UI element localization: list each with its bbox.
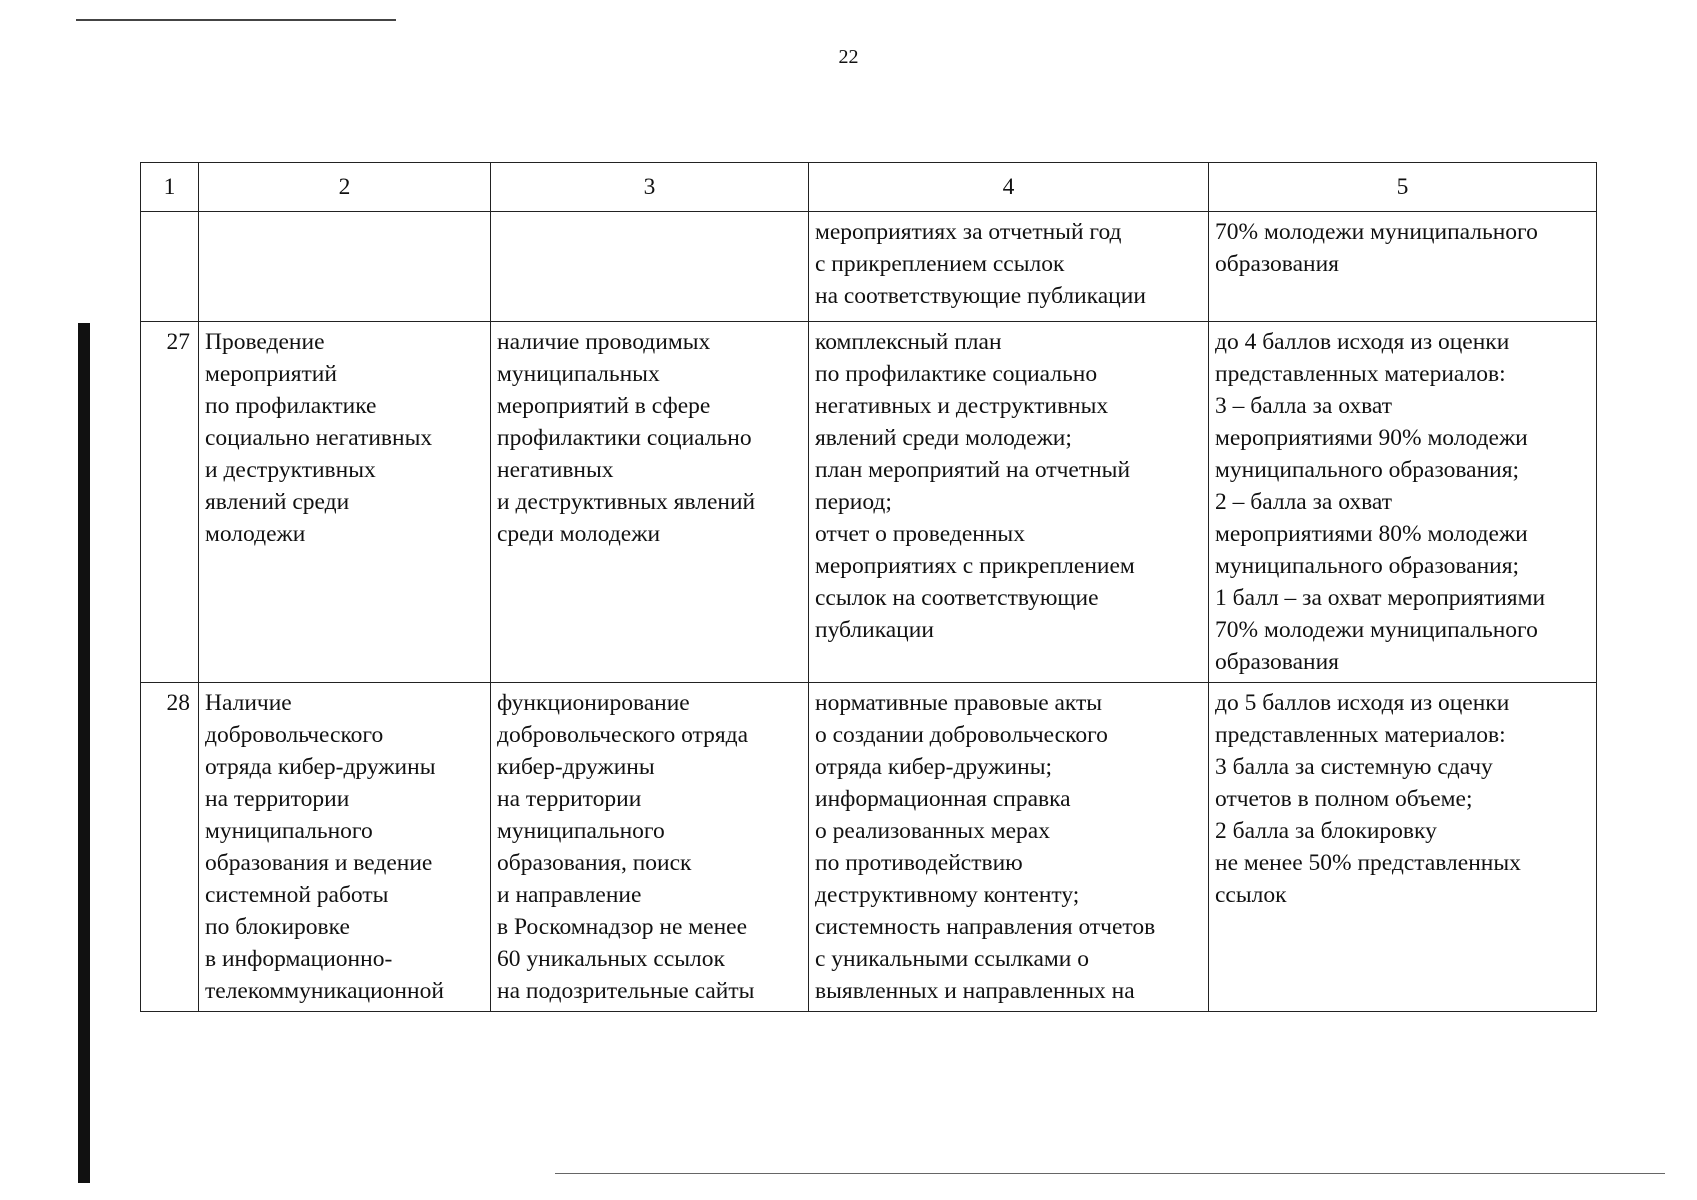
text-line: телекоммуникационной <box>205 978 444 1004</box>
text-line: представленных материалов: <box>1215 722 1506 748</box>
text-line: и деструктивных <box>205 457 376 483</box>
text-line: в Роскомнадзор не менее <box>497 914 748 940</box>
scan-artifact-left-bar <box>78 323 90 1183</box>
text-line: явлений среди <box>205 489 350 515</box>
text-line: период; <box>815 489 892 515</box>
page-number: 22 <box>838 46 859 68</box>
text-line: образования <box>1215 251 1339 277</box>
text-line: мероприятий <box>205 361 337 387</box>
table-row-28 <box>141 683 1597 1012</box>
criteria-table <box>140 162 1597 1012</box>
text-line: нормативные правовые акты <box>815 690 1103 716</box>
text-line: профилактики социально <box>497 425 752 451</box>
text-line: кибер-дружины <box>497 754 655 780</box>
text-line: муниципального образования; <box>1215 457 1520 483</box>
text-line: с уникальными ссылками о <box>815 946 1089 972</box>
text-line: мероприятиями 90% молодежи <box>1215 425 1528 451</box>
text-line: Наличие <box>205 690 292 716</box>
text-line: муниципального <box>497 818 665 844</box>
text-line: 70% молодежи муниципального <box>1215 617 1538 643</box>
text-line: образования, поиск <box>497 850 692 876</box>
text-line: молодежи <box>205 521 306 547</box>
text-line: 2 балла за блокировку <box>1215 818 1437 844</box>
text-line: деструктивному контенту; <box>815 882 1080 908</box>
header-cell-4: 4 <box>809 163 1209 212</box>
text-line: образования и ведение <box>205 850 433 876</box>
header-cell-5: 5 <box>1209 163 1597 212</box>
criterion-cell <box>199 322 491 683</box>
table-row-27 <box>141 322 1597 683</box>
row-number: 28 <box>141 683 199 1012</box>
text-line: явлений среди молодежи; <box>815 425 1072 451</box>
text-line: на территории <box>497 786 642 812</box>
text-line: Проведение <box>205 329 325 355</box>
text-line: по профилактике <box>205 393 377 419</box>
header-cell-3: 3 <box>491 163 809 212</box>
header-cell-2: 2 <box>199 163 491 212</box>
indicator-cell <box>491 212 809 322</box>
text-line: отряда кибер-дружины <box>205 754 436 780</box>
text-line: 60 уникальных ссылок <box>497 946 725 972</box>
text-line: с прикреплением ссылок <box>815 251 1065 277</box>
text-line: представленных материалов: <box>1215 361 1506 387</box>
table-row-continuation <box>141 212 1597 322</box>
text-line: 1 балл – за охват мероприятиями <box>1215 585 1546 611</box>
text-line: мероприятиями 80% молодежи <box>1215 521 1528 547</box>
text-line: наличие проводимых <box>497 329 711 355</box>
text-line: 3 балла за системную сдачу <box>1215 754 1493 780</box>
documents-cell <box>809 322 1209 683</box>
text-line: в информационно- <box>205 946 393 972</box>
text-line: не менее 50% представленных <box>1215 850 1521 876</box>
text-line: на территории <box>205 786 350 812</box>
scan-artifact-top-line <box>76 19 396 21</box>
row-number <box>141 212 199 322</box>
text-line: отряда кибер-дружины; <box>815 754 1053 780</box>
indicator-cell <box>491 322 809 683</box>
text-line: по блокировке <box>205 914 350 940</box>
documents-cell <box>809 683 1209 1012</box>
indicator-cell <box>491 683 809 1012</box>
text-line: ссылок <box>1215 882 1287 908</box>
text-line: негативных и деструктивных <box>815 393 1109 419</box>
text-line: публикации <box>815 617 934 643</box>
text-line: информационная справка <box>815 786 1071 812</box>
text-line: выявленных и направленных на <box>815 978 1135 1004</box>
score-cell <box>1209 212 1597 322</box>
text-line: муниципального образования; <box>1215 553 1520 579</box>
text-line: 2 – балла за охват <box>1215 489 1392 515</box>
scan-artifact-bottom-line <box>555 1173 1665 1174</box>
text-line: по противодействию <box>815 850 1023 876</box>
text-line: и направление <box>497 882 642 908</box>
text-line: по профилактике социально <box>815 361 1098 387</box>
criterion-cell <box>199 212 491 322</box>
score-cell <box>1209 683 1597 1012</box>
text-line: план мероприятий на отчетный <box>815 457 1131 483</box>
text-line: на соответствующие публикации <box>815 283 1146 309</box>
text-line: ссылок на соответствующие <box>815 585 1099 611</box>
text-line: на подозрительные сайты <box>497 978 755 1004</box>
row-number: 27 <box>141 322 199 683</box>
documents-cell <box>809 212 1209 322</box>
score-cell <box>1209 322 1597 683</box>
text-line: и деструктивных явлений <box>497 489 756 515</box>
text-line: муниципального <box>205 818 373 844</box>
text-line: социально негативных <box>205 425 433 451</box>
text-line: комплексный план <box>815 329 1002 355</box>
text-line: муниципальных <box>497 361 660 387</box>
text-line: до 5 баллов исходя из оценки <box>1215 690 1510 716</box>
text-line: среди молодежи <box>497 521 661 547</box>
text-line: о создании добровольческого <box>815 722 1108 748</box>
text-line: о реализованных мерах <box>815 818 1050 844</box>
header-cell-1: 1 <box>141 163 199 212</box>
text-line: мероприятиях за отчетный год <box>815 219 1122 245</box>
text-line: добровольческого <box>205 722 384 748</box>
text-line: добровольческого отряда <box>497 722 749 748</box>
text-line: образования <box>1215 649 1339 675</box>
text-line: отчетов в полном объеме; <box>1215 786 1473 812</box>
table-header-row <box>141 163 1597 212</box>
text-line: мероприятий в сфере <box>497 393 711 419</box>
text-line: мероприятиях с прикреплением <box>815 553 1135 579</box>
text-line: 3 – балла за охват <box>1215 393 1392 419</box>
text-line: негативных <box>497 457 614 483</box>
criterion-cell <box>199 683 491 1012</box>
text-line: 70% молодежи муниципального <box>1215 219 1538 245</box>
text-line: системность направления отчетов <box>815 914 1156 940</box>
text-line: системной работы <box>205 882 389 908</box>
text-line: функционирование <box>497 690 690 716</box>
text-line: до 4 баллов исходя из оценки <box>1215 329 1510 355</box>
text-line: отчет о проведенных <box>815 521 1025 547</box>
